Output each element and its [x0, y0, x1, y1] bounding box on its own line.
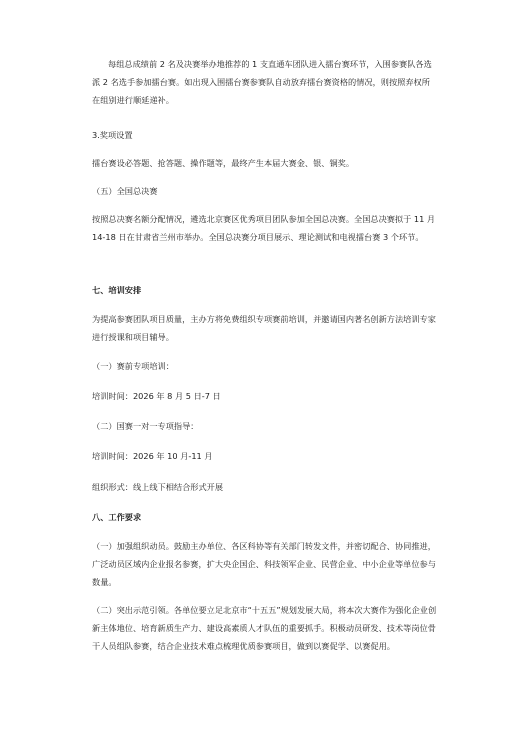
paragraph-advance-rules: 每组总成绩前 2 名及决赛举办地推荐的 1 支直通车团队进入擂台赛环节，入围参赛队各选派 2 名选手参加擂台赛。如出现入围擂台赛参赛队自动放弃擂台赛资格的情况，则按照弃权所在组别进行顺延递补。	[92, 59, 432, 105]
text-organization-form: 组织形式：线上线下相结合形式开展	[92, 482, 224, 492]
text-pre-training-time: 培训时间：2026 年 8 月 5 日-7 日	[92, 391, 221, 401]
heading-award-setting: 3.奖项设置	[92, 130, 133, 140]
paragraph-national-final: 按照总决赛名额分配情况，遴选北京赛区优秀项目团队参加全国总决赛。全国总决赛拟于 11 月 14-18 日在甘肃省兰州市举办。全国总决赛分项目展示、理论测试和电视擂台赛 3 个环节。	[92, 214, 436, 242]
text-guidance-time: 培训时间：2026 年 10 月-11 月	[92, 451, 213, 461]
heading-pre-competition-training: （一）赛前专项培训：	[92, 361, 174, 371]
heading-national-final: （五）全国总决赛	[92, 186, 158, 196]
paragraph-award-setting: 擂台赛设必答题、抢答题、操作题等，最终产生本届大赛金、银、铜奖。	[92, 158, 355, 168]
heading-one-on-one-guidance: （二）国赛一对一专项指导：	[92, 421, 199, 431]
paragraph-strengthen-mobilization: （一）加强组织动员。鼓励主办单位、各区科协等有关部门转发文件，并密切配合、协同推进，广泛动员区域内企业报名参赛，扩大央企国企、科技领军企业、民营企业、中小企业等单位参与数量。	[92, 541, 436, 587]
heading-work-requirements: 八、工作要求	[92, 512, 142, 522]
paragraph-demonstration-leadership: （二）突出示范引领。各单位要立足北京市“十五五”规划发展大局，将本次大赛作为强化企业创新主体地位、培育新质生产力、建设高素质人才队伍的重要抓手。积极动员研发、技术等岗位骨干人员组队参赛，结合企业技术难点梳理优质参赛项目，做到以赛促学、以赛促用。	[92, 605, 437, 651]
heading-training-arrangement: 七、培训安排	[92, 285, 142, 295]
paragraph-training-arrangement: 为提高参赛团队项目质量，主办方将免费组织专项赛前培训，并邀请国内著名创新方法培训专家进行授课和项目辅导。	[92, 314, 436, 342]
